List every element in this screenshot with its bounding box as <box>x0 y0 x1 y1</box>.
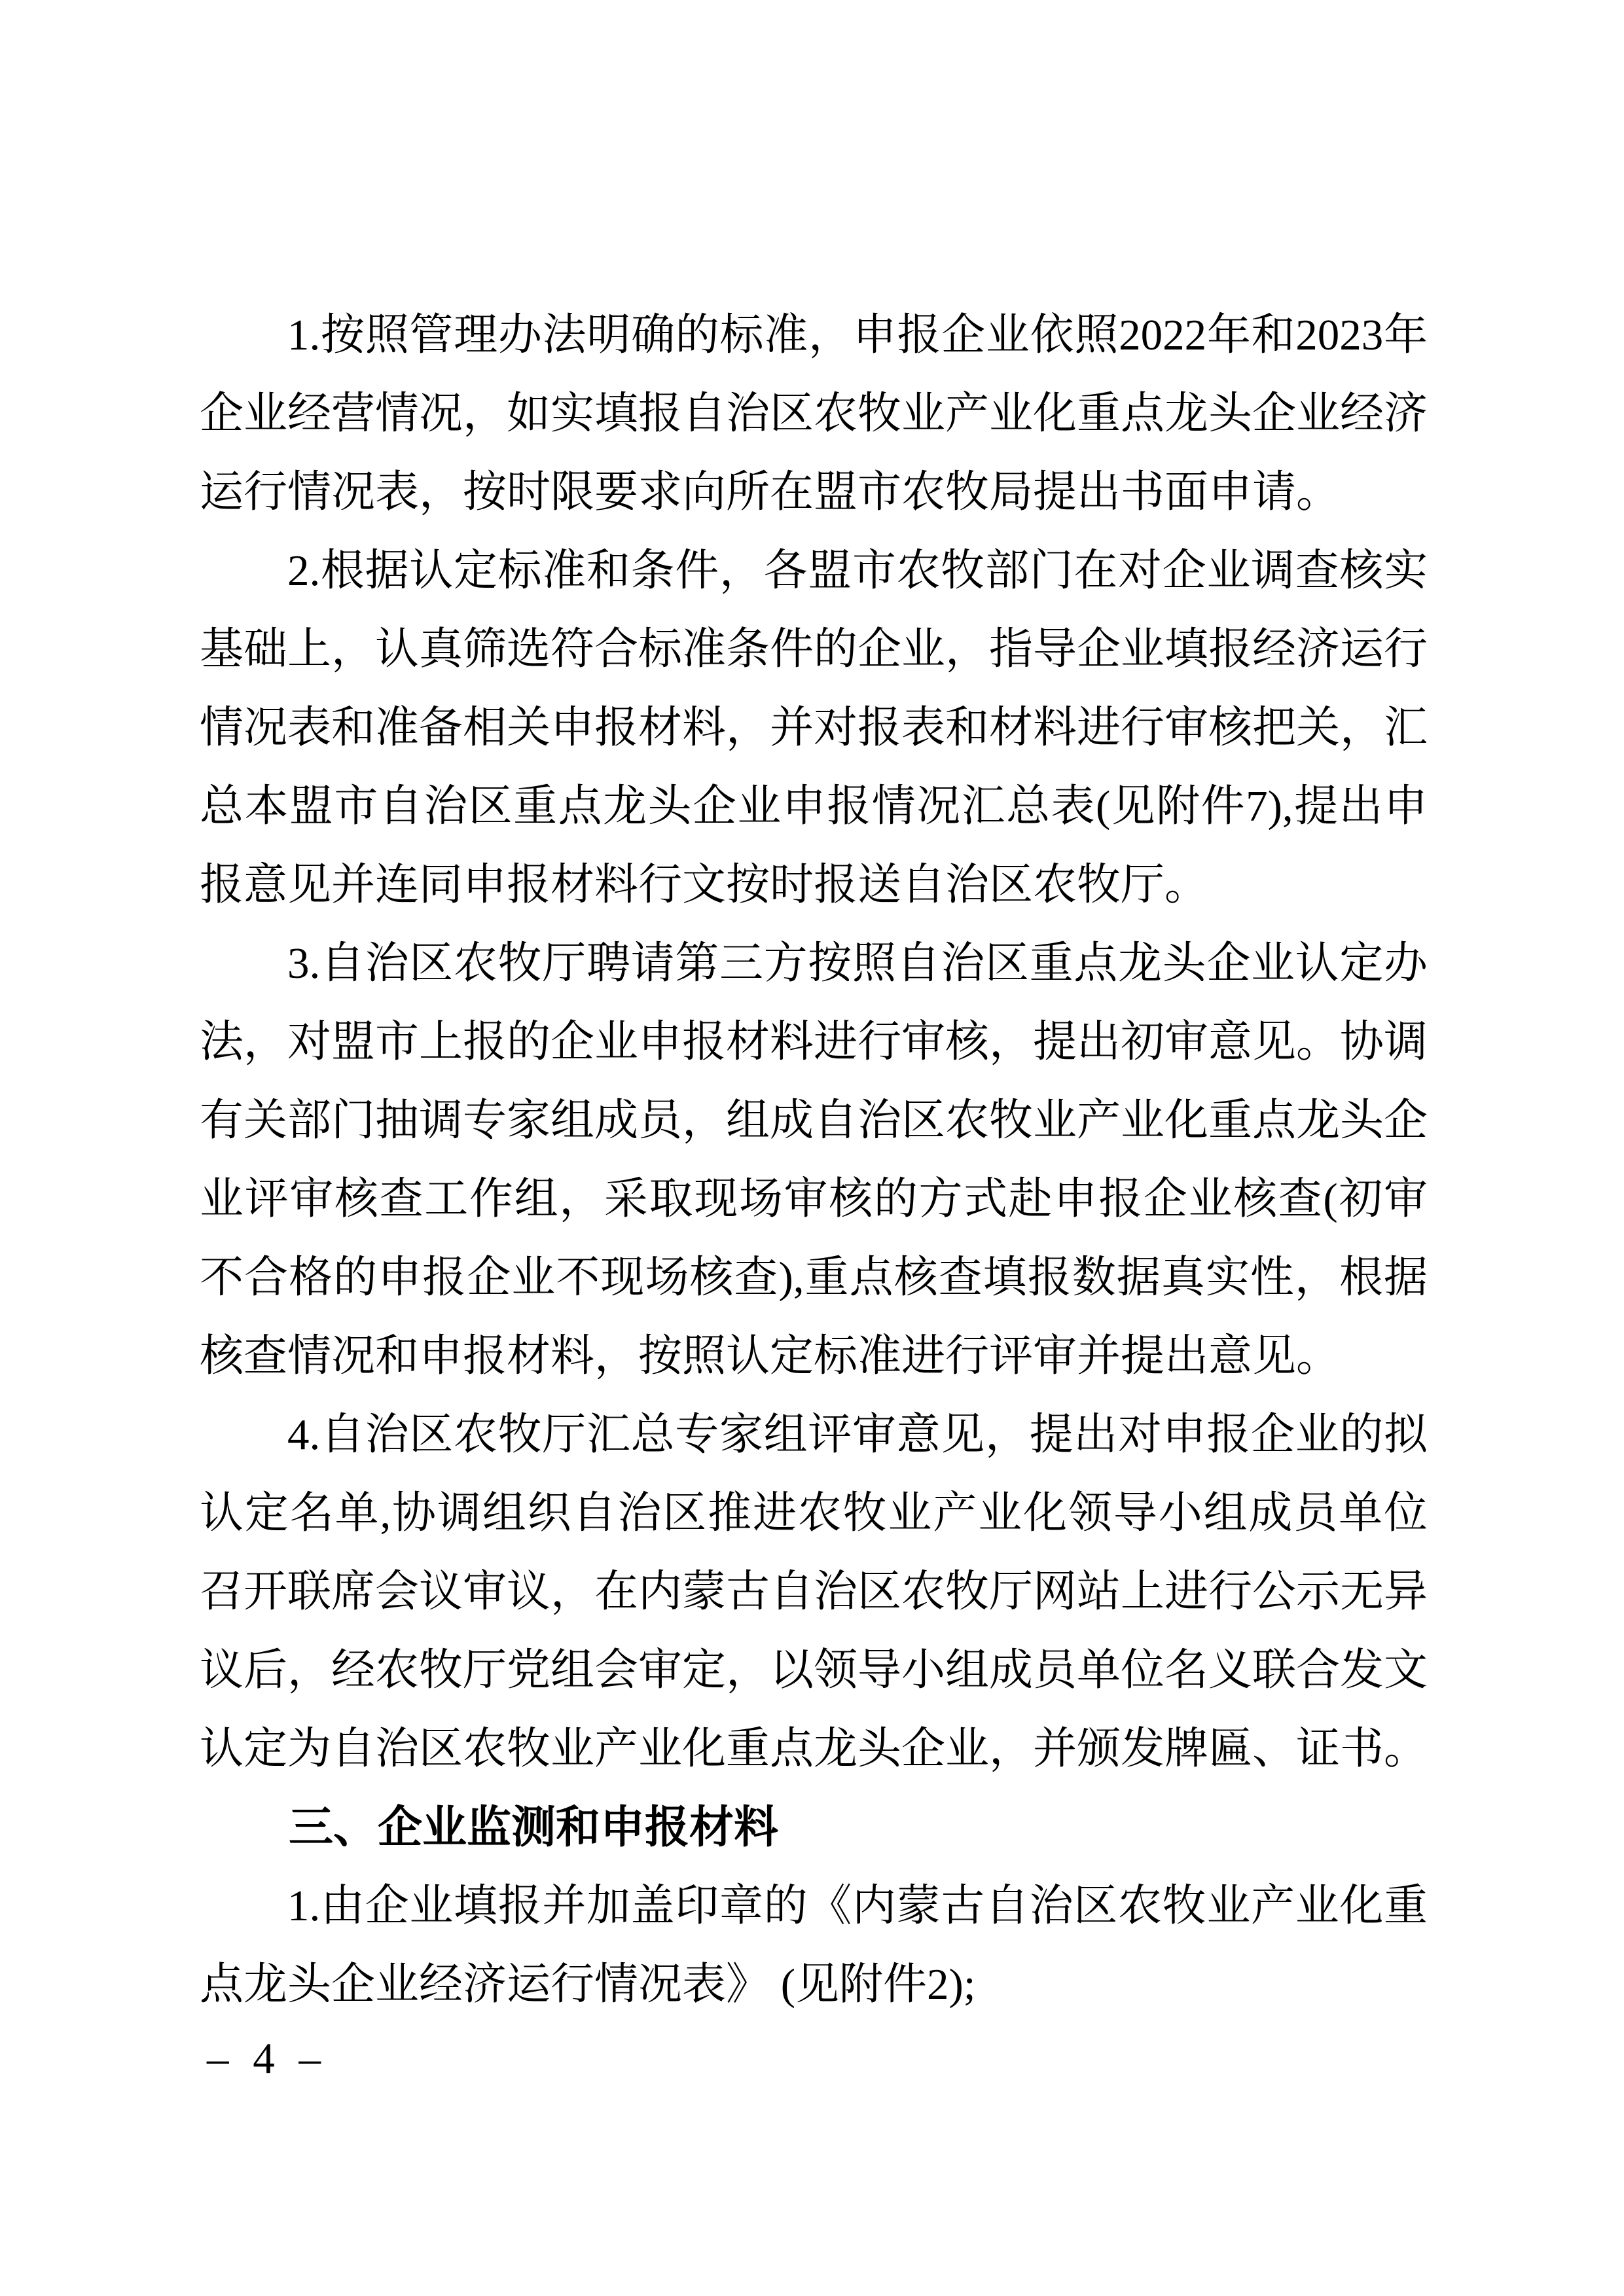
page-number: – 4 – <box>207 2034 327 2083</box>
section-heading: 三、企业监测和申报材料 <box>289 1803 779 1852</box>
body-paragraph: 1.由企业填报并加盖印章的《内蒙古自治区农牧业产业化重点龙头企业经济运行情况表》 (见附件2); <box>200 1882 1428 2009</box>
body-paragraph: 2.根据认定标准和条件，各盟市农牧部门在对企业调查核实基础上，认真筛选符合标准条件的企业，指导企业填报经济运行情况表和准备相关申报材料，并对报表和材料进行审核把关，汇总本盟市自治区重点龙头企业申报情况汇总表(见附件7),提出申报意见并连同申报材料行文按时报送自治区农牧厅。 <box>200 547 1428 909</box>
page-footer <box>207 2029 327 2088</box>
body-paragraph: 3.自治区农牧厅聘请第三方按照自治区重点龙头企业认定办法，对盟市上报的企业申报材料进行审核，提出初审意见。协调有关部门抽调专家组成员，组成自治区农牧业产业化重点龙头企业评审核查工作组，采取现场审核的方式赴申报企业核查(初审不合格的申报企业不现场核查),重点核查填报数据真实性，根据核查情况和申报材料，按照认定标准进行评审并提出意见。 <box>200 939 1428 1380</box>
body-paragraph: 1.按照管理办法明确的标准，申报企业依照2022年和2023年企业经营情况，如实填报自治区农牧业产业化重点龙头企业经济运行情况表，按时限要求向所在盟市农牧局提出书面申请。 <box>200 311 1428 516</box>
document-content <box>200 296 1428 2024</box>
body-paragraph: 4.自治区农牧厅汇总专家组评审意见，提出对申报企业的拟认定名单,协调组织自治区推进农牧业产业化领导小组成员单位召开联席会议审议，在内蒙古自治区农牧厅网站上进行公示无异议后，经农牧厅党组会审定，以领导小组成员单位名义联合发文认定为自治区农牧业产业化重点龙头企业，并颁发牌匾、证书。 <box>200 1410 1428 1773</box>
